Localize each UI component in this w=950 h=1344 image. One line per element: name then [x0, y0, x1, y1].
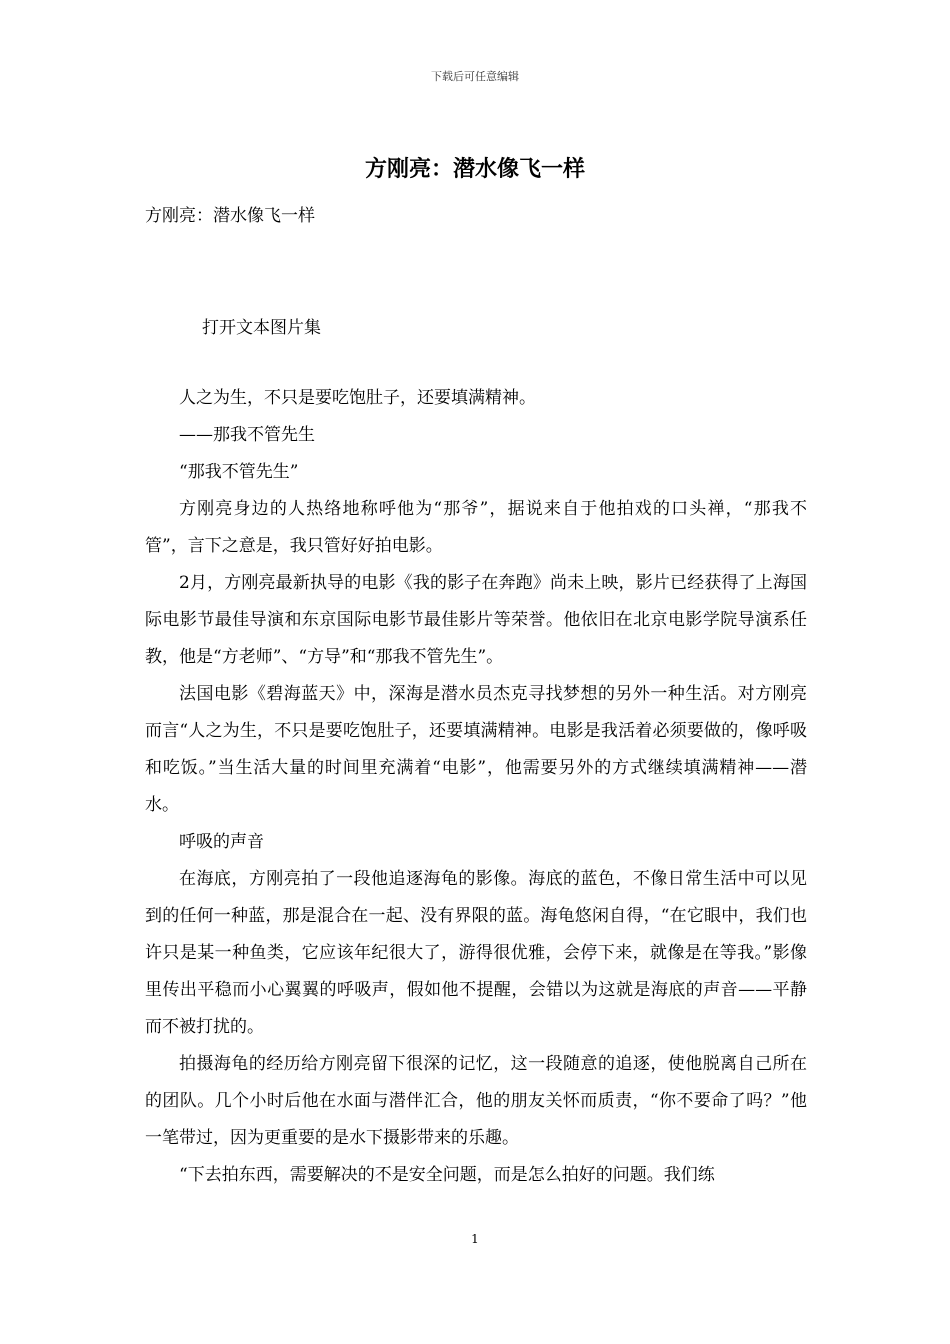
- paragraph: “那我不管先生”: [179, 462, 299, 482]
- paragraph: ——那我不管先生: [179, 425, 315, 445]
- paragraph: 人之为生，不只是要吃饱肚子，还要填满精神。: [179, 388, 536, 408]
- header-note: 下载后可任意编辑: [431, 70, 519, 83]
- open-gallery-text: 打开文本图片集: [202, 318, 321, 338]
- section-heading: 呼吸的声音: [179, 832, 264, 852]
- page-number: 1: [471, 1232, 479, 1246]
- paragraph: “下去拍东西，需要解决的不是安全问题，而是怎么拍好的问题。我们练: [179, 1165, 715, 1185]
- paragraph: 法国电影《碧海蓝天》中，深海是潜水员杰克寻找梦想的另外一种生活。对方刚亮而言“人之为生，不只是要吃饱肚子，还要填满精神。电影是我活着必须要做的，像呼吸和吃饭。”当生活大量的时间里充满着“电影”，他需要另外的方式继续填满精神——潜水。: [145, 684, 807, 815]
- paragraph: 2月，方刚亮最新执导的电影《我的影子在奔跑》尚未上映，影片已经获得了上海国际电影节最佳导演和东京国际电影节最佳影片等荣誉。他依旧在北京电影学院导演系任教，他是“方老师”、“方导”和“那我不管先生”。: [145, 573, 807, 667]
- paragraph: 拍摄海龟的经历给方刚亮留下很深的记忆，这一段随意的追逐，使他脱离自己所在的团队。几个小时后他在水面与潜伴汇合，他的朋友关怀而质责，“你不要命了吗？”他一笔带过，因为更重要的是水下摄影带来的乐趣。: [145, 1054, 807, 1148]
- paragraph: 方刚亮身边的人热络地称呼他为“那爷”，据说来自于他拍戏的口头禅，“那我不管”，言下之意是，我只管好好拍电影。: [145, 499, 807, 556]
- document-body: [145, 380, 807, 1194]
- paragraph: 在海底，方刚亮拍了一段他追逐海龟的影像。海底的蓝色，不像日常生活中可以见到的任何一种蓝，那是混合在一起、没有界限的蓝。海龟悠闲自得，“在它眼中，我们也许只是某一种鱼类，它应该年纪很大了，游得很优雅，会停下来，就像是在等我。”影像里传出平稳而小心翼翼的呼吸声，假如他不提醒，会错以为这就是海底的声音——平静而不被打扰的。: [145, 869, 807, 1037]
- document-title: 方刚亮：潜水像飞一样: [364, 156, 585, 182]
- document-subtitle: 方刚亮：潜水像飞一样: [145, 206, 315, 226]
